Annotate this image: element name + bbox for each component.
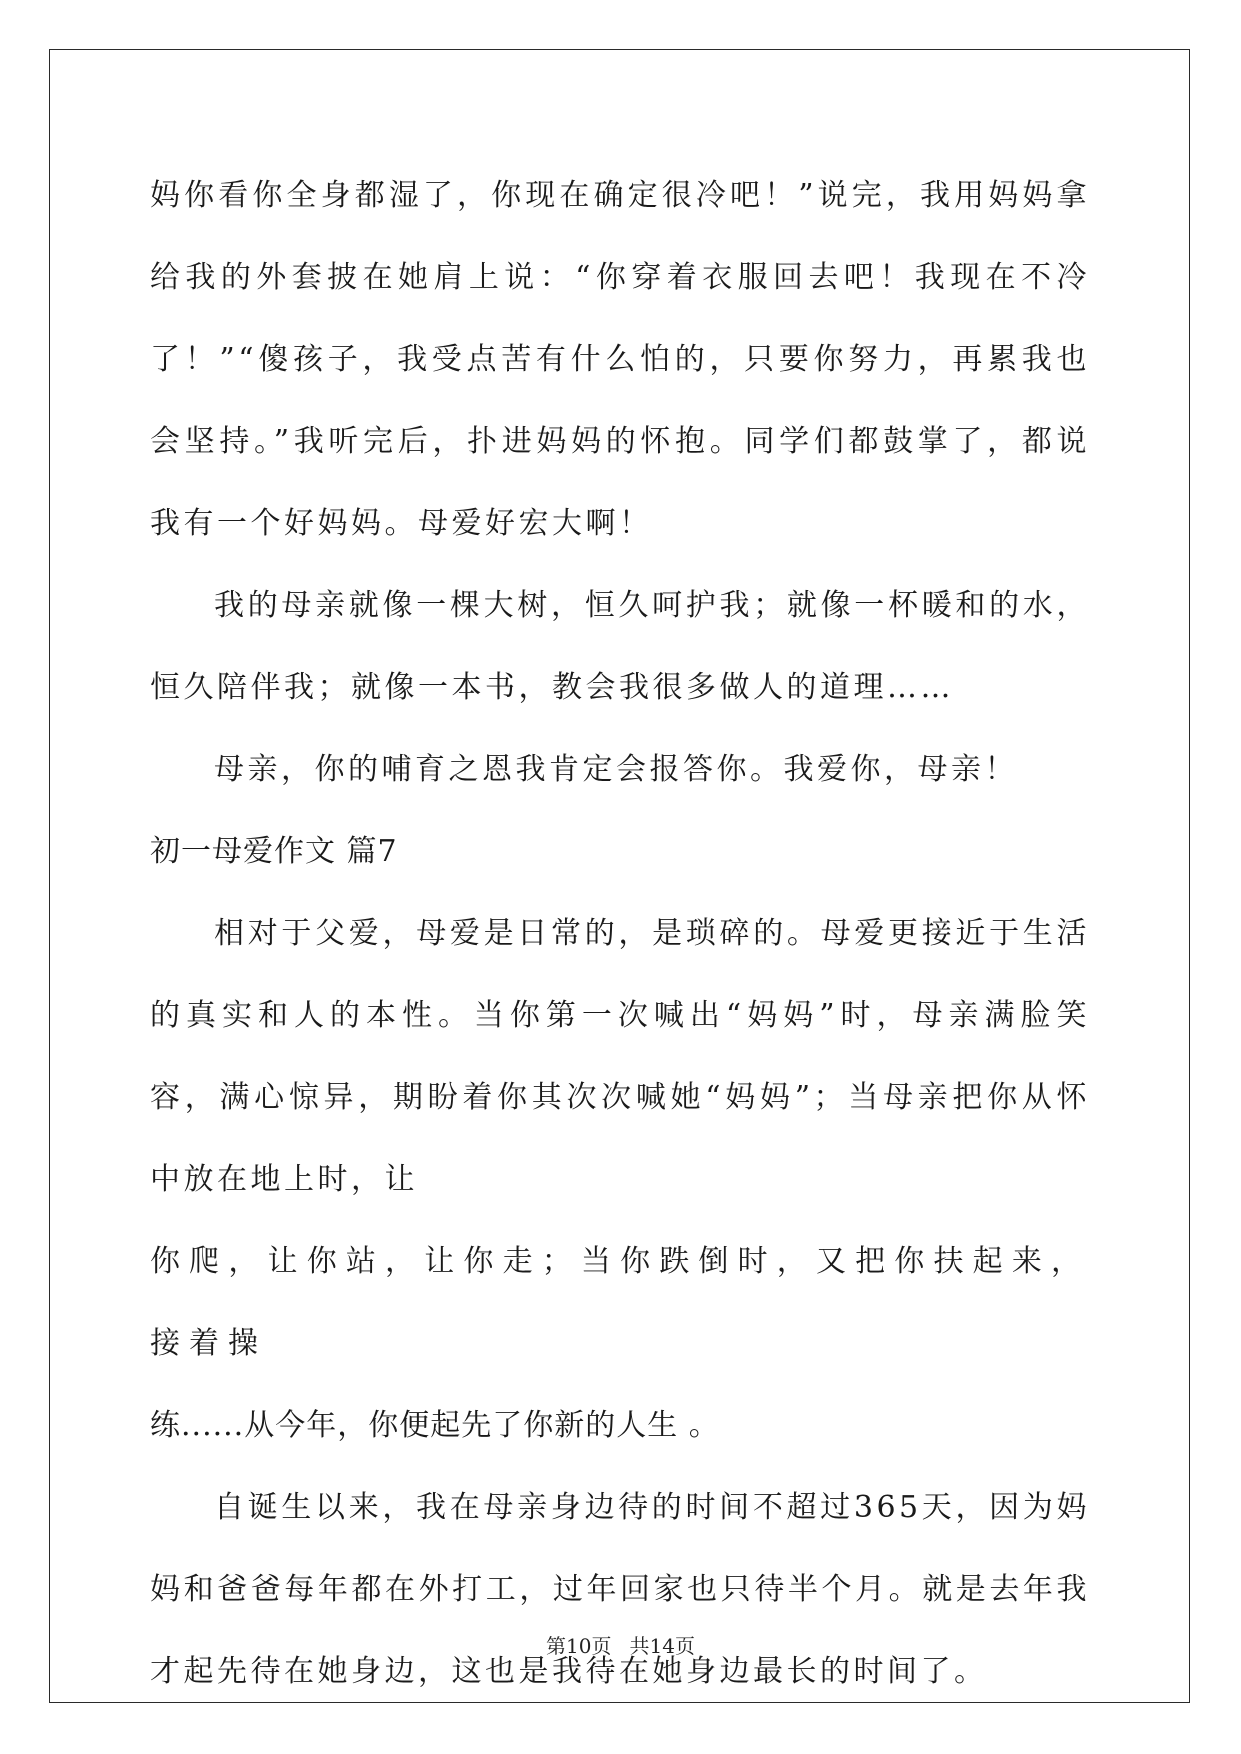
page-total: 共14页 xyxy=(629,1634,695,1658)
page-footer xyxy=(0,1630,1241,1659)
paragraph-mother-love-daily-cont: 你爬，让你站，让你走；当你跌倒时，又把你扶起来，接着操 xyxy=(150,1244,1090,1361)
page-number: 第10页 xyxy=(546,1634,612,1658)
paragraph-gratitude: 母亲，你的哺育之恩我肯定会报答你。我爱你，母亲！ xyxy=(214,752,1018,787)
paragraph-since-birth: 自诞生以来，我在母亲身边待的时间不超过365天，因为妈妈和爸爸每年都在外打工，过年回家也只待半个月。就是去年我才起先待在她身边，这也是我待在她身边最长的时间了。 xyxy=(150,1490,1090,1689)
document-body xyxy=(150,155,1090,1713)
paragraph-mother-love-daily: 相对于父爱，母爱是日常的，是琐碎的。母爱更接近于生活的真实和人的本性。当你第一次喊出“妈妈”时，母亲满脸笑容，满心惊异，期盼着你其次次喊她“妈妈”；当母亲把你从怀中放在地上时，让 xyxy=(150,916,1090,1197)
paragraph-mother-love-daily-end: 练......从今年，你便起先了你新的人生 。 xyxy=(150,1408,720,1443)
paragraph-mother-metaphors: 我的母亲就像一棵大树，恒久呵护我；就像一杯暖和的水，恒久陪伴我；就像一本书，教会我很多做人的道理…… xyxy=(150,588,1090,705)
paragraph-continued: 妈你看你全身都湿了，你现在确定很冷吧！”说完，我用妈妈拿给我的外套披在她肩上说：“你穿着衣服回去吧！我现在不冷了！”“傻孩子，我受点苦有什么怕的，只要你努力，再累我也会坚持。”我听完后，扑进妈妈的怀抱。同学们都鼓掌了，都说我有一个好妈妈。母爱好宏大啊！ xyxy=(150,178,1090,541)
section-title: 初一母爱作文 篇7 xyxy=(150,834,398,869)
